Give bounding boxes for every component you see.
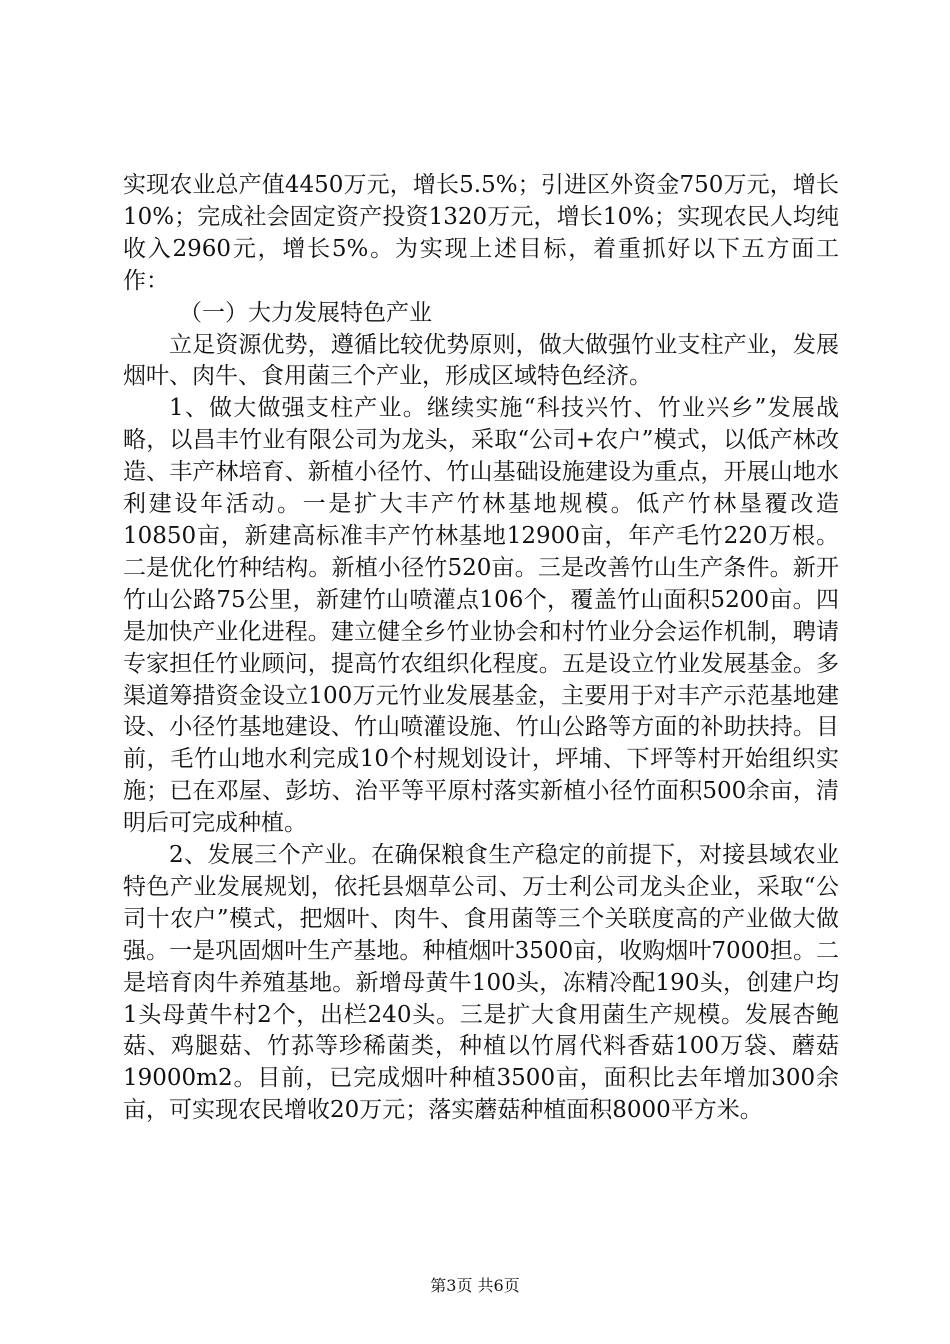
- document-body: [123, 170, 839, 1127]
- paragraph-resource-advantage: 立足资源优势，遵循比较优势原则，做大做强竹业支柱产业，发展烟叶、肉牛、食用菌三个产业，形成区域特色经济。: [123, 331, 839, 390]
- section-heading-specialty-industry: （一）大力发展特色产业: [179, 299, 432, 326]
- paragraph-targets: 实现农业总产值4450万元，增长5.5%；引进区外资金750万元，增长10%；完成社会固定资产投资1320万元，增长10%；实现农民人均纯收入2960元，增长5%。为实现上述目标，着重抓好以下五方面工作：: [123, 172, 839, 294]
- paragraph-three-industries: 2、发展三个产业。在确保粮食生产稳定的前提下，对接县域农业特色产业发展规划，依托县烟草公司、万士利公司龙头企业，采取“公司十农户”模式，把烟叶、肉牛、食用菌等三个关联度高的产业做大做强。一是巩固烟叶生产基地。种植烟叶3500亩，收购烟叶7000担。二是培育肉牛养殖基地。新增母黄牛100头，冻精冷配190头，创建户均1头母黄牛村2个，出栏240头。三是扩大食用菌生产规模。发展杏鲍菇、鸡腿菇、竹荪等珍稀菌类，种植以竹屑代料香菇100万袋、蘑菇19000m2。目前，已完成烟叶种植3500亩，面积比去年增加300余亩，可实现农民增收20万元；落实蘑菇种植面积8000平方米。: [123, 842, 839, 1124]
- paragraph-pillar-industry: 1、做大做强支柱产业。继续实施“科技兴竹、竹业兴乡”发展战略，以昌丰竹业有限公司为龙头，采取“公司+农户”模式，以低产林改造、丰产林培育、新植小径竹、竹山基础设施建设为重点，开展山地水利建设年活动。一是扩大丰产竹林基地规模。低产竹林垦覆改造10850亩，新建高标准丰产竹林基地12900亩，年产毛竹220万根。二是优化竹种结构。新植小径竹520亩。三是改善竹山生产条件。新开竹山公路75公里，新建竹山喷灌点106个，覆盖竹山面积5200亩。四是加快产业化进程。建立健全乡竹业协会和村竹业分会运作机制，聘请专家担任竹业顾问，提高竹农组织化程度。五是设立竹业发展基金。多渠道筹措资金设立100万元竹业发展基金，主要用于对丰产示范基地建设、小径竹基地建设、竹山喷灌设施、竹山公路等方面的补助扶持。目前，毛竹山地水利完成10个村规划设计，坪埔、下坪等村开始组织实施；已在邓屋、彭坊、治平等平原村落实新植小径竹面积500余亩，清明后可完成种植。: [123, 395, 839, 837]
- page-footer: 第3页 共6页: [430, 1276, 520, 1295]
